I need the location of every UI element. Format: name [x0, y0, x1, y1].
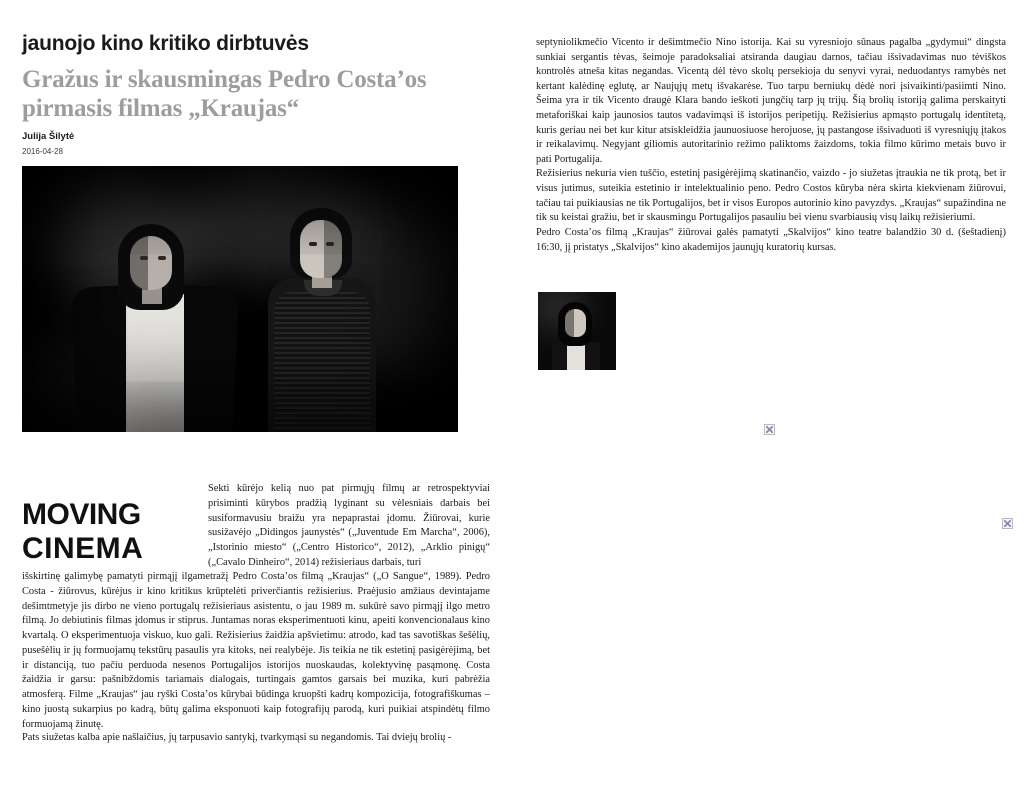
article-kicker: jaunojo kino kritiko dirbtuvės: [22, 32, 309, 55]
paragraph: septyniolikmečio Vicento ir dešimtmečio Nino istorija. Kai su vyresniojo sūnaus pagalba „gydymui“ dingsta sunkiai sergantis tėvas, šeimoje paradoksaliai atsiranda daugiau darnos, tačiau išsivadavimas nuo tėviškos kontrolės atneša kitas negandas. Vicentą dėl tėvo skolų persekioja du senyvi vyrai, neduodantys ramybės net kertant kalėdinę eglutę, ar Naujųjų metų išvakarėse. Tuo tarpu berniukų dėdė nori įsivaikinti/pasiimti Nino. Šeima yra ir tik Vicento draugė Klara bando ieškoti jungčių tarp jų trijų. Šią brolių istoriją galima perskaityti metaforiškai kaip jaunosios tautos vadavimąsi iš istorijos peripetijų. Režisierius apmąsto portugalų identitetą, kuris geriau nei bet kur kitur atsiskleidžia jaunuosiuose herojuose, jų pastangose išsivaduoti iš vyresniųjų įtakos ir reikalavimų. Negyjant giliomis autoritarinio režimo paliktoms žaizdoms, tokia filmo kūrimo metais buvo ir pati Portugalija.: [536, 37, 1006, 165]
broken-image-icon: [764, 424, 775, 435]
article-date: 2016-04-28: [22, 147, 63, 157]
logo-line-2: CINEMA: [22, 532, 144, 565]
figure-woman-face-shadow: [130, 236, 148, 290]
logo-line-1: MOVING: [22, 498, 141, 531]
broken-image-icon: [1002, 518, 1013, 529]
article-header: [22, 32, 488, 446]
page-title: Gražus ir skausmingas Pedro Costa’os pirmasis filmas „Kraujas“: [22, 66, 427, 123]
article-body-wrapped: Sekti kūrėjo kelią nuo pat pirmųjų filmų ar retrospektyviai prisiminti kūrybos pradžią lyginant su vėlesniais darbais bei susiformavusiu braižu yra nepaprastai įdomu. Žiūrovai, kurie susižavėjo „Didingos jaunystės“ („Juventude Em Marcha“, 2006), „Istorinio miesto“ („Centro Historico“, 2012), „Arklio pinigų“ („Cavalo Dinheiro“, 2014) režisieriaus darbais, turi: [208, 483, 490, 568]
broken-image-glyph: [766, 426, 773, 433]
figure-shirt: [567, 344, 585, 370]
figure-woman-eye-left: [140, 256, 148, 260]
figure-man-face-shadow: [324, 220, 342, 278]
figure-man-eye-right: [326, 242, 334, 246]
secondary-image: [538, 292, 616, 370]
figure-woman-shirt: [126, 294, 184, 432]
article-body-main: išskirtinę galimybę pamatyti pirmąjį ilgametražį Pedro Costa’os filmą „Kraujas“ („O Sangue“, 1989). Pedro Costa - žiūrovus, kūrėjus ir kino kritikus krūptelėti priverčiantis režisierius. Praėjusio amžiaus devintajame dešimtmetyje jis dirbo ne vieno portugalų režisieriaus asistentu, o jau 1989 m. sukūrė savo pirmąjį ilgo metro filmą. Jo debiutinis filmas įdomus ir stiprus. Juntamas noras eksperimentuoti kinu, apeiti konvencionalaus kino kvartalą. O eksperimentuoja viskuo, kuo gali. Režisierius žaidžia apšvietimu: atrodo, kad tas savotiškas šešėlių, pusešėlių ir jų formuojamų tekstūrų pasaulis yra kitoks, nei realybėje. Jis teikia ne tik estetinį pasigėrėjimą, bet ir distanciją, tuo pačiu perduoda nesenos Portugalijos istorijos nuoskaudas, kolektyvinę pasąmonę. Costa žaidžia ir garsu: pašnibždomis tariamais dialogais, turtingais gamtos garsais bei muzika, kuri pabrėžia atmosferą. Filme „Kraujas“ jau ryški Costa’os kūrybai būdinga kruopšti kadrų kompozicija, fotografiškumas – kino juostą sukarpius po kadrą, būtų galima eksponuoti kaip fotografijų parodą, kuri puikiai atspindėtų filmo formuojamą žinutę.: [22, 571, 490, 730]
figure-woman-eye-right: [158, 256, 166, 260]
moving-cinema-logo: [22, 500, 196, 564]
figure-man-sweater: [274, 292, 370, 432]
broken-image-glyph: [1004, 520, 1011, 527]
article-body-tail: Pats siužetas kalba apie našlaičius, jų tarpusavio santykį, tvarkymąsi su negandomis. Tai dviejų brolių -: [22, 732, 452, 743]
article-author: Julija Šilytė: [22, 131, 75, 143]
lead-image: [22, 166, 458, 432]
paragraph: Režisierius nekuria vien tuščio, estetinį pasigėrėjimą skatinančio, vaizdo - jo siužetas įtraukia ne tik protą, bet ir visus jutimus, suteikia estetinio ir intelektualinio peno. Pedro Costos kūryba nėra skirta kiekvienam žiūrovui, tačiau tai puikiausias ne tik Portugalijos, bet ir visos Europos autorinio kino pavyzdys. „Kraujas“ supažindina ne tik su keistai gražiu, bet ir skausmingu Portugalijos pasauliu bei vienu svarbiausių visų laikų režisieriumi.: [536, 168, 1006, 224]
article-body-right-column: [536, 36, 1006, 255]
figure-man-eye-left: [309, 242, 317, 246]
paragraph: Pedro Costa’os filmą „Kraujas“ žiūrovai galės pamatyti „Skalvijos“ kino teatre balandžio 30 d. (šeštadienį) 16:30, jį pristatys „Skalvijos“ kino akademijos jaunųjų kuratorių kursas.: [536, 226, 1006, 253]
figure-face-shadow: [565, 309, 574, 337]
